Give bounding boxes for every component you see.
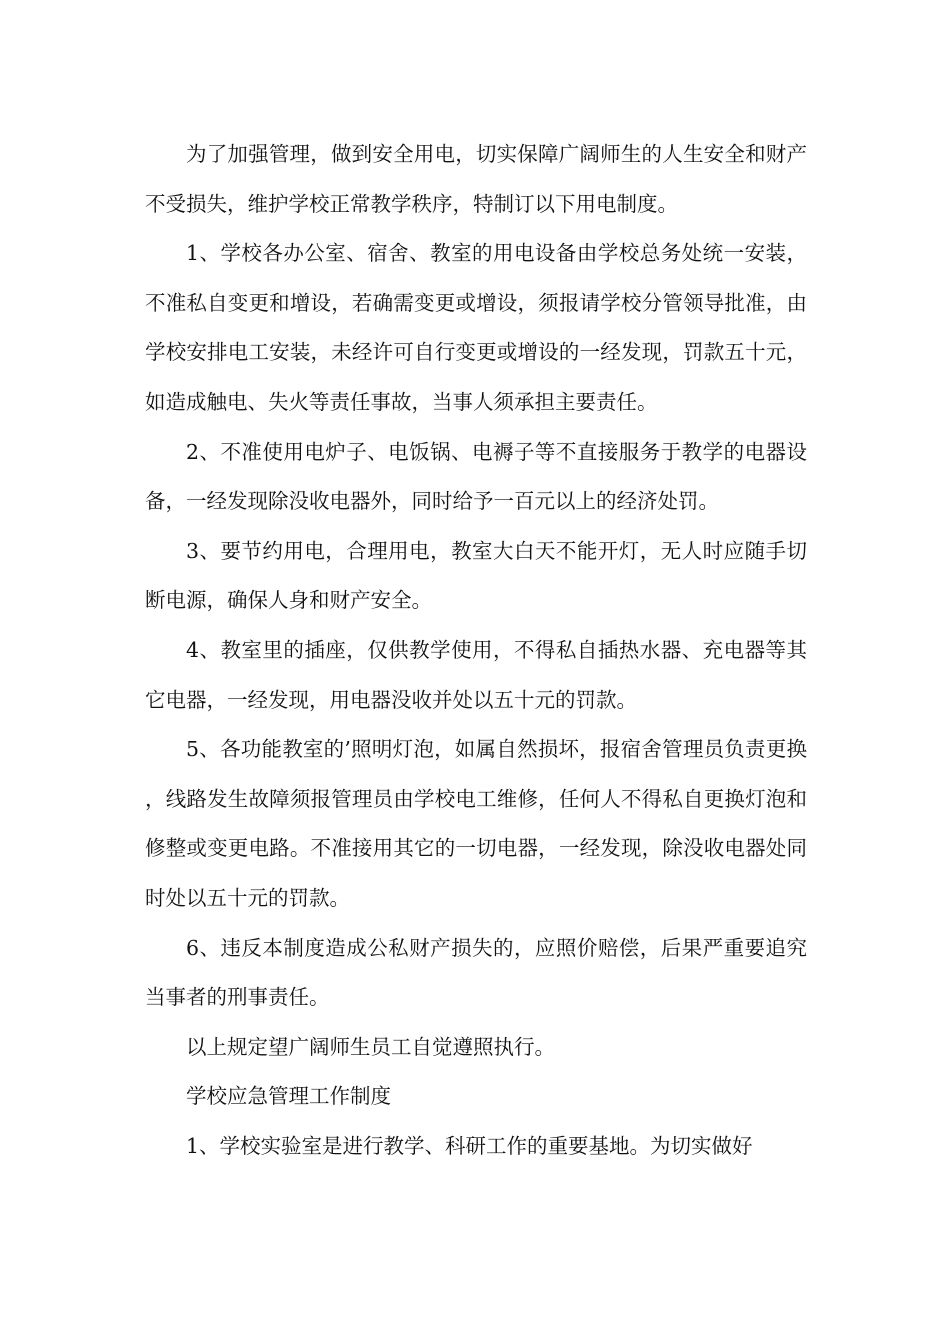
rule-6-paragraph: 6、违反本制度造成公私财产损失的，应照价赔偿，后果严重要追究当事者的刑事责任。	[145, 935, 807, 1010]
section-rule-1-paragraph: 1、学校实验室是进行教学、科研工作的重要基地。为切实做好	[186, 1133, 753, 1158]
rule-2-paragraph: 2、不准使用电炉子、电饭锅、电褥子等不直接服务于教学的电器设备，一经发现除没收电器外，同时给予一百元以上的经济处罚。	[145, 439, 807, 514]
closing-paragraph: 以上规定望广阔师生员工自觉遵照执行。	[186, 1034, 555, 1059]
rule-5-paragraph: 5、各功能教室的’照明灯泡，如属自然损坏，报宿舍管理员负责更换，线路发生故障须报管理员由学校电工维修，任何人不得私自更换灯泡和修整或变更电路。不准接用其它的一切电器，一经发现，除没收电器处同时处以五十元的罚款。	[145, 737, 807, 910]
section-heading: 学校应急管理工作制度	[186, 1084, 391, 1109]
document-body	[145, 130, 807, 1171]
rule-3-paragraph: 3、要节约用电，合理用电，教室大白天不能开灯，无人时应随手切断电源，确保人身和财产安全。	[145, 538, 807, 613]
intro-paragraph: 为了加强管理，做到安全用电，切实保障广阔师生的人生安全和财产不受损失，维护学校正常教学秩序，特制订以下用电制度。	[145, 142, 807, 216]
rule-1-paragraph: 1、学校各办公室、宿舍、教室的用电设备由学校总务处统一安装，不准私自变更和增设，若确需变更或增设，须报请学校分管领导批准，由学校安排电工安装，未经许可自行变更或增设的一经发现，罚款五十元，如造成触电、失火等责任事故，当事人须承担主要责任。	[145, 241, 807, 414]
rule-4-paragraph: 4、教室里的插座，仅供教学使用，不得私自插热水器、充电器等其它电器，一经发现，用电器没收并处以五十元的罚款。	[145, 637, 807, 712]
